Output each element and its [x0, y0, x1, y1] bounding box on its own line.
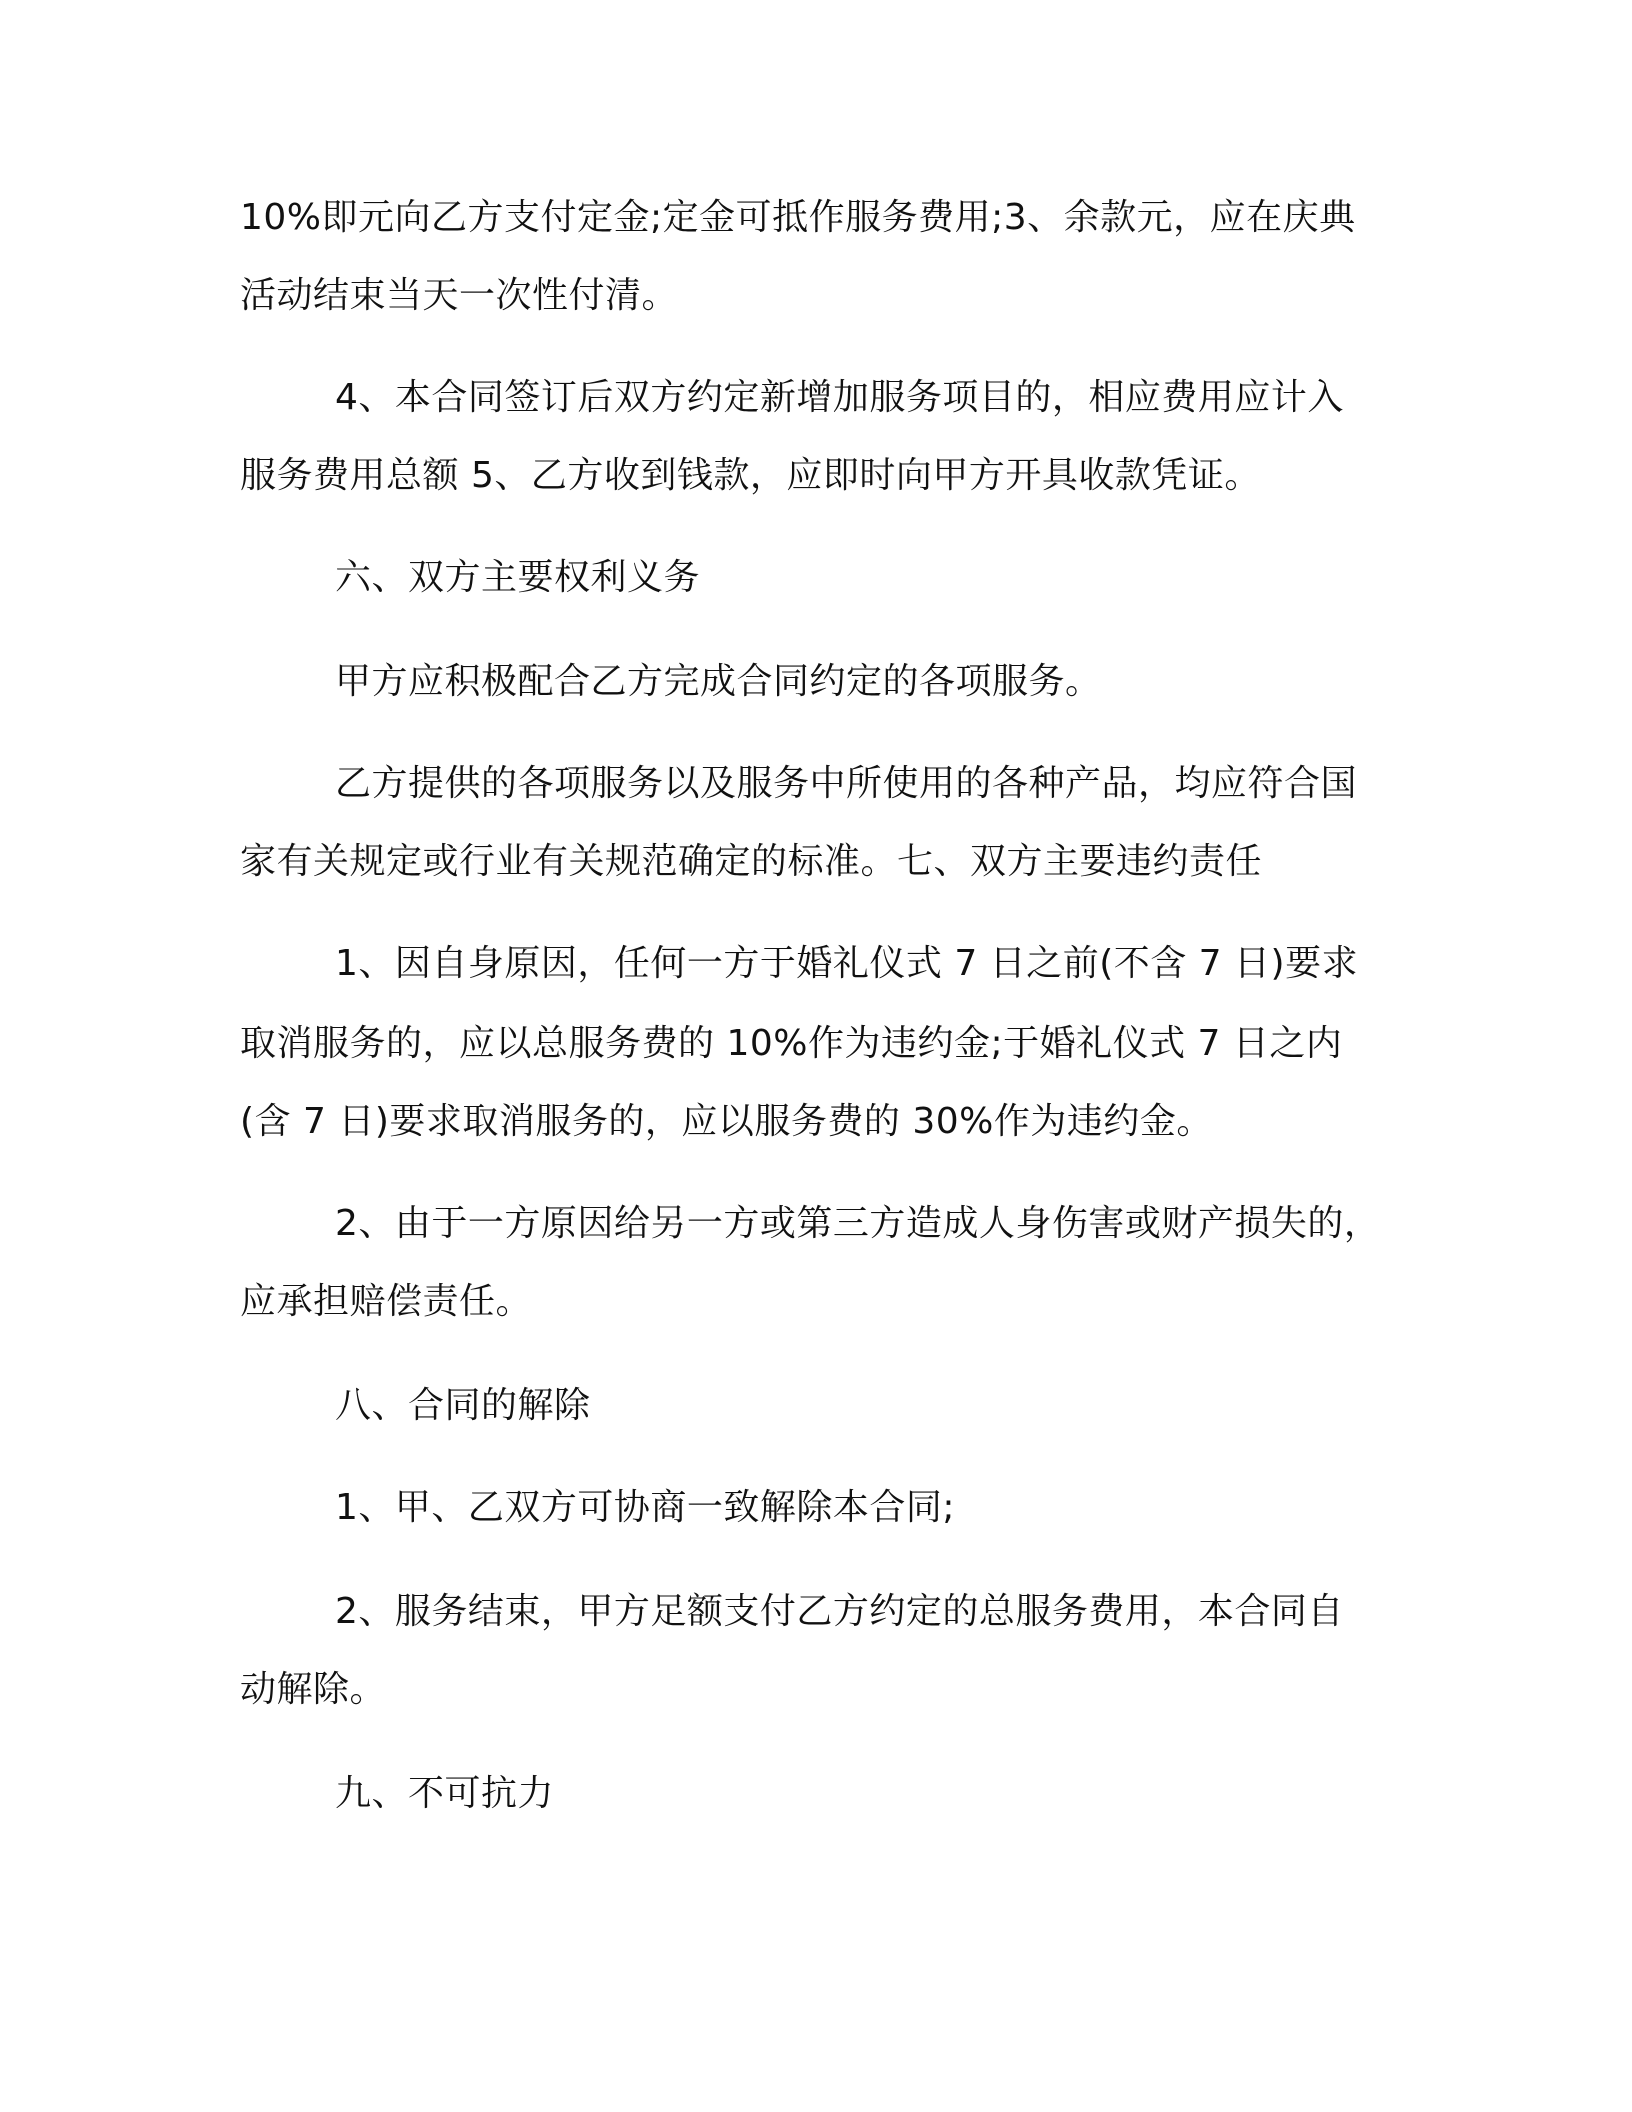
text-line: 4、本合同签订后双方约定新增加服务项目的，相应费用应计入 — [335, 377, 1344, 418]
text-line: 1、甲、乙双方可协商一致解除本合同; — [335, 1487, 956, 1528]
text-line: 活动结束当天一次性付清。 — [240, 275, 679, 316]
text-line: 1、因自身原因，任何一方于婚礼仪式 7 日之前(不含 7 日)要求 — [335, 943, 1359, 984]
text-line: 10%即元向乙方支付定金;定金可抵作服务费用;3、余款元，应在庆典 — [240, 197, 1356, 238]
text-line: 动解除。 — [240, 1669, 387, 1710]
text-line: 应承担赔偿责任。 — [240, 1281, 533, 1322]
text-line: 服务费用总额 5、乙方收到钱款，应即时向甲方开具收款凭证。 — [240, 455, 1261, 496]
text-line: 取消服务的，应以总服务费的 10%作为违约金;于婚礼仪式 7 日之内 — [240, 1023, 1343, 1064]
section-heading: 六、双方主要权利义务 — [335, 557, 701, 598]
text-line: (含 7 日)要求取消服务的，应以服务费的 30%作为违约金。 — [240, 1101, 1213, 1142]
text-line: 甲方应积极配合乙方完成合同约定的各项服务。 — [335, 661, 1102, 702]
text-line: 家有关规定或行业有关规范确定的标准。七、双方主要违约责任 — [240, 841, 1263, 882]
text-line: 2、由于一方原因给另一方或第三方造成人身伤害或财产损失的， — [335, 1203, 1381, 1244]
text-line: 乙方提供的各项服务以及服务中所使用的各种产品，均应符合国 — [335, 763, 1358, 804]
section-heading: 九、不可抗力 — [335, 1773, 555, 1814]
section-heading: 八、合同的解除 — [335, 1385, 591, 1426]
text-line: 2、服务结束，甲方足额支付乙方约定的总服务费用，本合同自 — [335, 1591, 1344, 1632]
